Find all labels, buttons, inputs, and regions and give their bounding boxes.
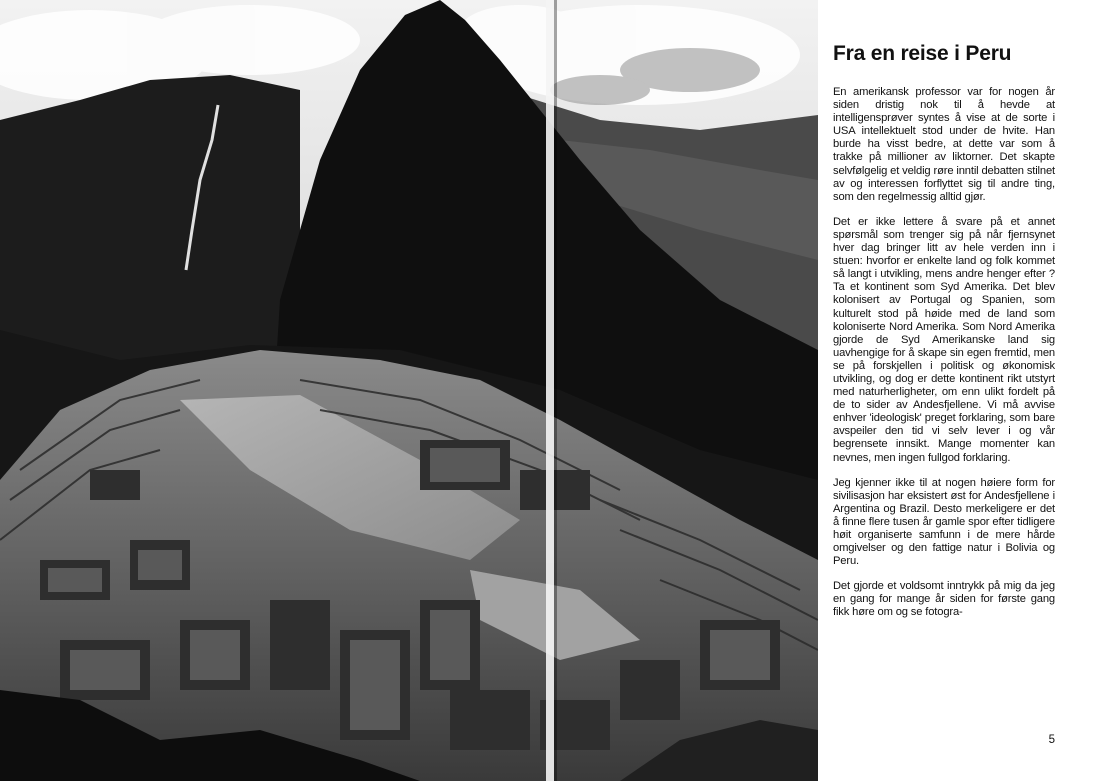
page-number: 5 [1048,734,1055,746]
article-paragraph: Det er ikke lettere å svare på et annet spørsmål som trenger sig på når fjernsynet hver dag bringer litt av hele verden inn i stuen: hvorfor er enkelte land og folk kommet så langt i utvikling, mens andre henger efter ? Ta et kontinent som Syd Amerika. Det blev kolonisert av Portugal og Spanien, som kulturelt stod på høide med de land som koloniserte Nord Amerika. Som Nord Amerika gjorde de Syd Amerikanske land sig uavhengige for å skape sin egen fremtid, men se på forskjellen i politisk og økonomisk utvikling, og dog er dette kontinent rikt utstyrt med naturherligheter, om enn ulikt fordelt på de to sider av Andesfjellene. Vi må avvise enhver 'ideologisk' preget forklaring, som bare avspeiler den tid vi selv lever i og vår begrensete innsikt. Mange momenter kan nevnes, men ingen fullgod forklaring. [833,215,1055,464]
article-column [833,0,1055,781]
article-title: Fra en reise i Peru [833,42,1012,65]
article-paragraph: En amerikansk professor var for nogen år siden dristig nok til å hevde at intelligensprøver syntes å vise at de sorte i USA intellektuelt stod under de hvite. Han burde ha visst bedre, at dette var som å trakke på millioner av liktorner. Det skapte selvfølgelig et veldig røre inntil debatten stilnet av og interessen forflyttet sig til andre ting, som den regelmessig alltid gjør. [833,86,1055,203]
article-paragraph: Det gjorde et voldsomt inntrykk på mig da jeg en gang for mange år siden for første gang fikk høre om og se fotogra- [833,580,1055,619]
article-paragraph: Jeg kjenner ikke til at nogen høiere form for sivilisasjon har eksistert øst for Andesfjellene i Argentina og Brazil. Desto merkeligere er det å finne flere tusen år gamle spor efter tidligere høit organiserte samfunn i de mere hårde omgivelser og den fattige natur i Bolivia og Peru. [833,476,1055,568]
article-body [833,86,1055,632]
book-gutter-fold [546,0,554,781]
